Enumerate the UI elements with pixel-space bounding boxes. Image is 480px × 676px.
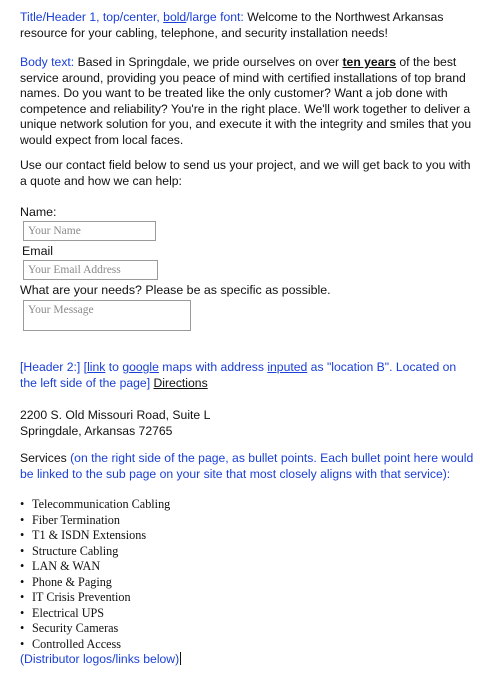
header2-paragraph [20,360,476,391]
text-cursor [180,652,181,665]
services-note: (on the right side of the page, as bullet points. Each bullet point here would be linked to the sub page on your site that most closely aligns with that service): [20,451,474,481]
footer-note [20,652,181,667]
service-label: IT Crisis Prevention [32,590,131,604]
service-item[interactable] [20,497,170,513]
header2-text: link [87,360,106,374]
service-item[interactable] [20,606,170,622]
address-block [20,407,320,439]
email-placeholder: Your Email Address [28,264,121,276]
service-item[interactable] [20,590,170,606]
service-label: Fiber Termination [32,512,120,527]
intro-label: Title/Header 1, top/center, [20,10,164,24]
service-label: LAN & WAN [32,559,101,573]
bullet-icon: • [20,574,25,589]
header2-text: inputed [267,360,308,374]
service-item[interactable] [20,513,170,529]
header2-label: [Header 2:] [20,360,81,374]
needs-label: What are your needs? Please be as specific as possible. [20,283,331,297]
body-text-after: of the best service around, providing you peace of mind with certified installations of top brand names. Do you want to be treated like the only customer? Want a job done with competence and reliability? You're in the right place. We'll work together to deliver a unique network solution for you, and execute it with the integrity and smiles that you would expect from local faces. [20,55,472,147]
bullet-icon: • [20,559,25,573]
message-placeholder: Your Message [28,304,94,316]
service-label: T1 & ISDN Extensions [32,528,147,542]
service-label: Controlled Access [32,636,122,651]
bullet-icon: • [20,528,25,542]
footer-note-text: (Distributor logos/links below) [20,652,180,666]
bullet-icon: • [20,605,25,620]
bullet-icon: • [20,636,25,651]
message-field[interactable] [23,300,191,331]
bullet-icon: • [20,512,25,527]
services-list [20,497,170,652]
bullet-icon: • [20,621,25,635]
intro-text: Welcome to the Northwest Arkansas resource for your cabling, telephone, and security installation needs! [20,10,444,40]
bullet-icon: • [20,497,25,511]
service-item[interactable] [20,621,170,637]
body-text-before: Based in Springdale, we pride ourselves on over [74,55,343,69]
header2-text: to [105,360,123,374]
header2-text: google [122,360,159,374]
service-label: Structure Cabling [32,543,119,558]
service-label: Security Cameras [32,621,119,635]
address-line-2: Springdale, Arkansas 72765 [20,424,173,438]
service-item[interactable] [20,575,170,591]
body-label: Body text: [20,55,75,69]
service-item[interactable] [20,559,170,575]
address-line-1: 2200 S. Old Missouri Road, Suite L [20,408,211,422]
directions-link[interactable]: Directions [153,375,208,390]
name-placeholder: Your Name [28,225,81,237]
header2-text: [ [80,360,88,374]
service-label: Telecommunication Cabling [32,497,171,511]
name-field[interactable] [23,221,156,241]
body-emphasis: ten years [342,55,397,69]
service-item[interactable] [20,528,170,544]
header2-text: as "location B". Located on the left side of the page] [20,360,457,390]
service-label: Electrical UPS [32,605,105,620]
name-label: Name: [20,205,57,219]
email-label: Email [22,244,53,258]
service-item[interactable] [20,544,170,560]
body-paragraph [20,55,476,148]
intro-label-bold: bold [163,10,187,24]
service-item[interactable] [20,637,170,653]
header2-text: maps with address [158,360,268,374]
contact-intro: Use our contact field below to send us your project, and we will get back to you with a quote and how we can help: [20,158,471,188]
intro-label-rest: /large font: [186,10,244,24]
services-label: Services [20,451,67,465]
services-intro [20,451,476,482]
bullet-icon: • [20,543,25,558]
service-label: Phone & Paging [32,574,112,589]
intro-paragraph [20,10,476,41]
bullet-icon: • [20,590,25,604]
email-field[interactable] [23,260,158,280]
